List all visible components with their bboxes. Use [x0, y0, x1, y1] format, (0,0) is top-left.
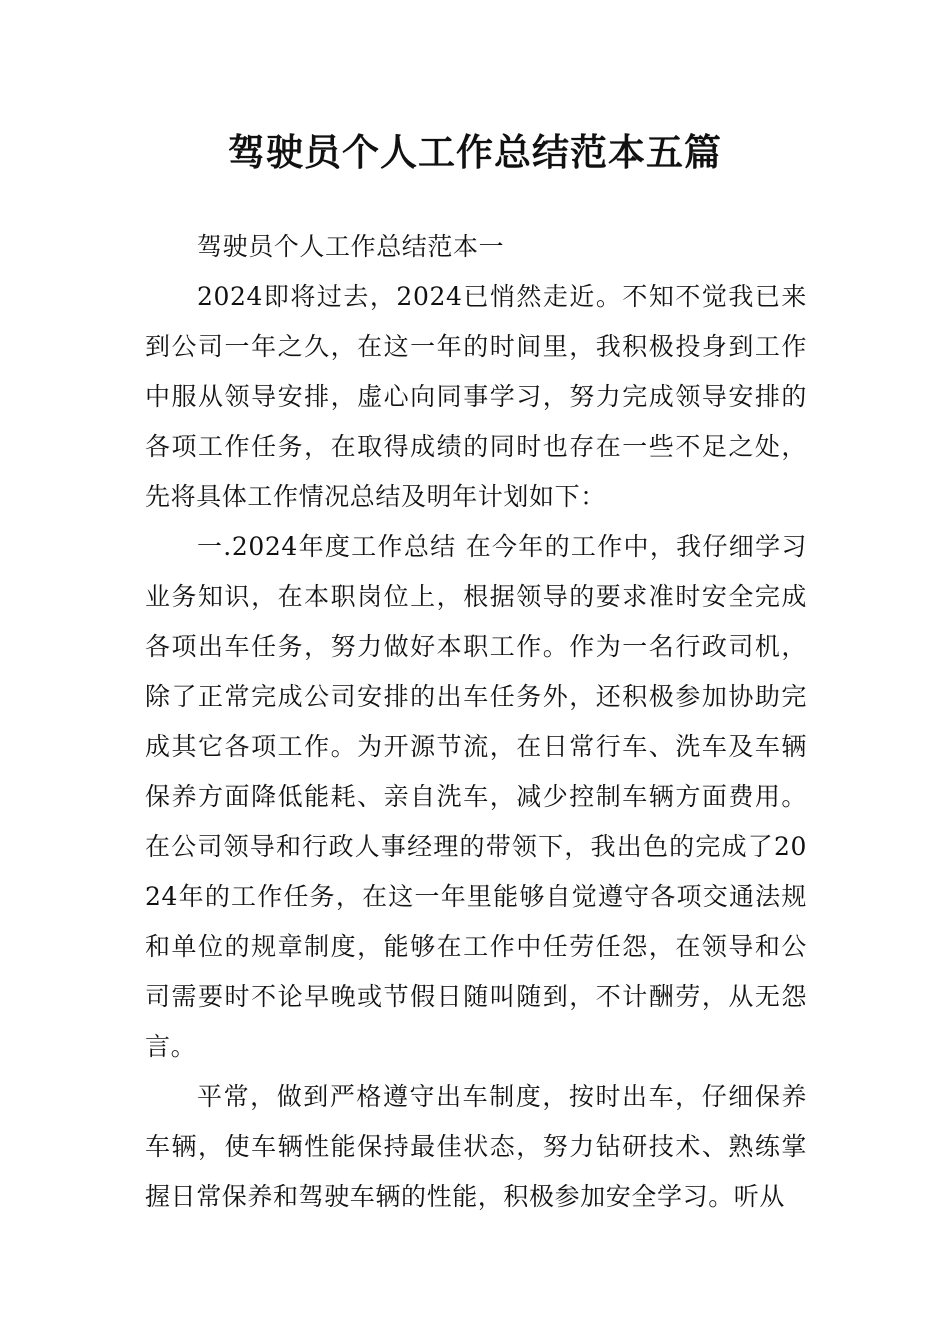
document-title: 驾驶员个人工作总结范本五篇	[228, 130, 722, 174]
paragraph-intro: 2024即将过去，2024已悄然走近。不知不觉我已来到公司一年之久，在这一年的时间里，我积极投身到工作中服从领导安排，虚心向同事学习，努力完成领导安排的各项工作任务，在取得成绩的同时也存在一些不足之处，先将具体工作情况总结及明年计划如下：	[145, 282, 807, 511]
document-body	[145, 222, 807, 1222]
paragraph-daily-work: 平常，做到严格遵守出车制度，按时出车，仔细保养车辆，使车辆性能保持最佳状态，努力钻研技术、熟练掌握日常保养和驾驶车辆的性能，积极参加安全学习。听从	[145, 1082, 807, 1211]
section-heading: 驾驶员个人工作总结范本一	[197, 232, 505, 261]
paragraph-annual-summary: 一.2024年度工作总结 在今年的工作中，我仔细学习业务知识，在本职岗位上，根据领导的要求准时安全完成各项出车任务，努力做好本职工作。作为一名行政司机，除了正常完成公司安排的出车任务外，还积极参加协助完成其它各项工作。为开源节流，在日常行车、洗车及车辆保养方面降低能耗、亲自洗车，减少控制车辆方面费用。在公司领导和行政人事经理的带领下，我出色的完成了2024年的工作任务，在这一年里能够自觉遵守各项交通法规和单位的规章制度，能够在工作中任劳任怨，在领导和公司需要时不论早晚或节假日随叫随到，不计酬劳，从无怨言。	[145, 532, 807, 1061]
